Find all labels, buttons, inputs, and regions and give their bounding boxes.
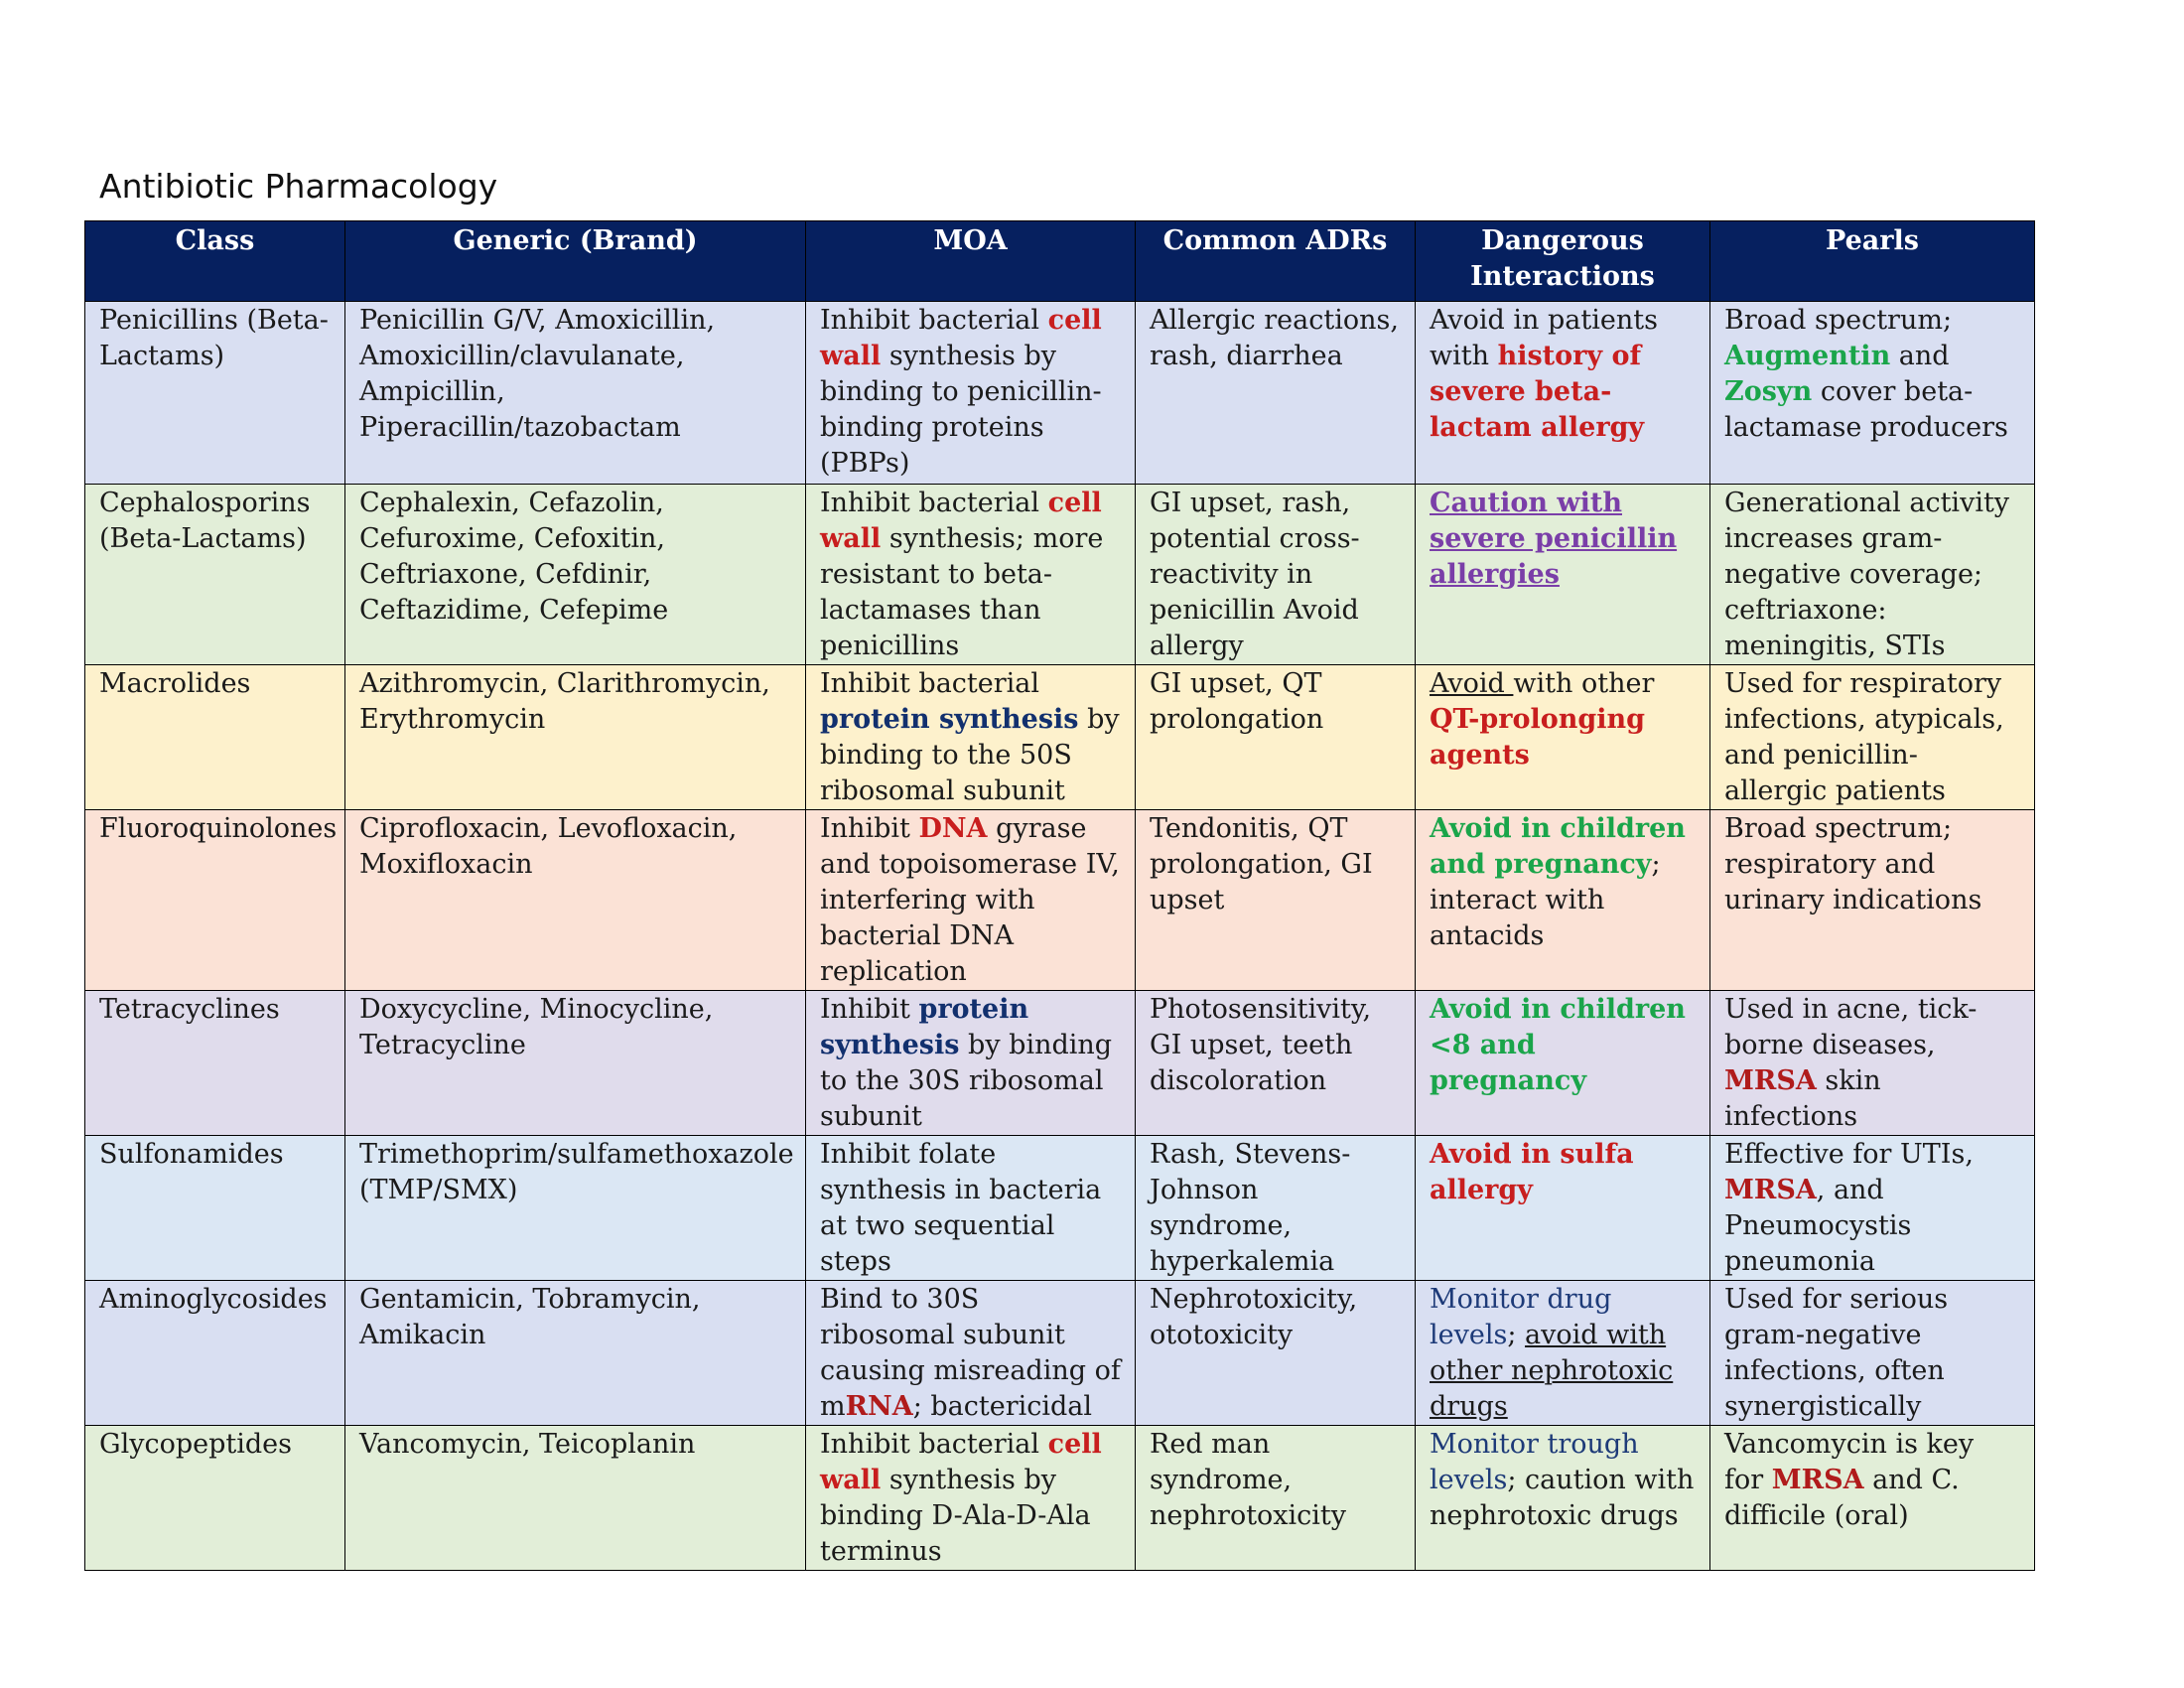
cell-moa: Inhibit bacterial cell wall synthesis by binding to penicillin-binding proteins (PBPs) bbox=[806, 302, 1136, 485]
col-header-interactions: Dangerous Interactions bbox=[1416, 221, 1710, 302]
cell-moa: Inhibit bacterial cell wall synthesis by binding D-Ala-D-Ala terminus bbox=[806, 1426, 1136, 1571]
cell-generic: Trimethoprim/sulfamethoxazole (TMP/SMX) bbox=[345, 1136, 806, 1281]
cell-adrs: Photosensitivity, GI upset, teeth discoloration bbox=[1136, 991, 1416, 1136]
table-row bbox=[85, 1281, 2035, 1426]
cell-pearls: Vancomycin is key for MRSA and C. difficile (oral) bbox=[1710, 1426, 2035, 1571]
cell-pearls: Broad spectrum; respiratory and urinary indications bbox=[1710, 810, 2035, 991]
cell-moa: Inhibit bacterial cell wall synthesis; more resistant to beta-lactamases than penicillins bbox=[806, 485, 1136, 665]
cell-class: Cephalosporins (Beta-Lactams) bbox=[85, 485, 345, 665]
cell-generic: Ciprofloxacin, Levofloxacin, Moxifloxacin bbox=[345, 810, 806, 991]
table-row bbox=[85, 1426, 2035, 1571]
cell-moa: Inhibit folate synthesis in bacteria at two sequential steps bbox=[806, 1136, 1136, 1281]
cell-interactions: Avoid in children <8 and pregnancy bbox=[1416, 991, 1710, 1136]
table-row bbox=[85, 302, 2035, 485]
cell-generic: Doxycycline, Minocycline, Tetracycline bbox=[345, 991, 806, 1136]
cell-pearls: Used for respiratory infections, atypicals, and penicillin-allergic patients bbox=[1710, 665, 2035, 810]
cell-interactions: Caution with severe penicillin allergies bbox=[1416, 485, 1710, 665]
page-title: Antibiotic Pharmacology bbox=[99, 167, 498, 206]
cell-class: Macrolides bbox=[85, 665, 345, 810]
col-header-class: Class bbox=[85, 221, 345, 302]
cell-moa: Inhibit bacterial protein synthesis by binding to the 50S ribosomal subunit bbox=[806, 665, 1136, 810]
cell-adrs: Tendonitis, QT prolongation, GI upset bbox=[1136, 810, 1416, 991]
cell-adrs: Rash, Stevens-Johnson syndrome, hyperkalemia bbox=[1136, 1136, 1416, 1281]
cell-class: Fluoroquinolones bbox=[85, 810, 345, 991]
cell-class: Aminoglycosides bbox=[85, 1281, 345, 1426]
cell-class: Tetracyclines bbox=[85, 991, 345, 1136]
cell-moa: Inhibit DNA gyrase and topoisomerase IV, interfering with bacterial DNA replication bbox=[806, 810, 1136, 991]
cell-adrs: Nephrotoxicity, ototoxicity bbox=[1136, 1281, 1416, 1426]
cell-adrs: GI upset, rash, potential cross-reactivity in penicillin Avoid allergy bbox=[1136, 485, 1416, 665]
cell-interactions: Monitor drug levels; avoid with other nephrotoxic drugs bbox=[1416, 1281, 1710, 1426]
cell-adrs: Red man syndrome, nephrotoxicity bbox=[1136, 1426, 1416, 1571]
cell-moa: Bind to 30S ribosomal subunit causing misreading of mRNA; bactericidal bbox=[806, 1281, 1136, 1426]
col-header-generic: Generic (Brand) bbox=[345, 221, 806, 302]
table-row bbox=[85, 810, 2035, 991]
cell-generic: Cephalexin, Cefazolin, Cefuroxime, Cefoxitin, Ceftriaxone, Cefdinir, Ceftazidime, Cefepime bbox=[345, 485, 806, 665]
cell-interactions: Avoid with other QT-prolonging agents bbox=[1416, 665, 1710, 810]
table-row bbox=[85, 665, 2035, 810]
cell-generic: Vancomycin, Teicoplanin bbox=[345, 1426, 806, 1571]
cell-adrs: GI upset, QT prolongation bbox=[1136, 665, 1416, 810]
cell-generic: Gentamicin, Tobramycin, Amikacin bbox=[345, 1281, 806, 1426]
cell-interactions: Monitor trough levels; caution with nephrotoxic drugs bbox=[1416, 1426, 1710, 1571]
col-header-pearls: Pearls bbox=[1710, 221, 2035, 302]
header-row bbox=[85, 221, 2035, 302]
cell-pearls: Used for serious gram-negative infections, often synergistically bbox=[1710, 1281, 2035, 1426]
cell-interactions: Avoid in patients with history of severe beta-lactam allergy bbox=[1416, 302, 1710, 485]
antibiotic-table bbox=[84, 220, 2035, 1571]
table-row bbox=[85, 1136, 2035, 1281]
cell-adrs: Allergic reactions, rash, diarrhea bbox=[1136, 302, 1416, 485]
cell-pearls: Generational activity increases gram-negative coverage; ceftriaxone: meningitis, STIs bbox=[1710, 485, 2035, 665]
col-header-moa: MOA bbox=[806, 221, 1136, 302]
cell-moa: Inhibit protein synthesis by binding to the 30S ribosomal subunit bbox=[806, 991, 1136, 1136]
cell-class: Sulfonamides bbox=[85, 1136, 345, 1281]
table-row bbox=[85, 485, 2035, 665]
cell-pearls: Broad spectrum; Augmentin and Zosyn cover beta-lactamase producers bbox=[1710, 302, 2035, 485]
table-row bbox=[85, 991, 2035, 1136]
cell-pearls: Effective for UTIs, MRSA, and Pneumocystis pneumonia bbox=[1710, 1136, 2035, 1281]
cell-interactions: Avoid in children and pregnancy; interact with antacids bbox=[1416, 810, 1710, 991]
cell-interactions: Avoid in sulfa allergy bbox=[1416, 1136, 1710, 1281]
col-header-adrs: Common ADRs bbox=[1136, 221, 1416, 302]
cell-generic: Penicillin G/V, Amoxicillin, Amoxicillin/clavulanate, Ampicillin, Piperacillin/tazobactam bbox=[345, 302, 806, 485]
cell-class: Glycopeptides bbox=[85, 1426, 345, 1571]
cell-class: Penicillins (Beta-Lactams) bbox=[85, 302, 345, 485]
cell-generic: Azithromycin, Clarithromycin, Erythromycin bbox=[345, 665, 806, 810]
cell-pearls: Used in acne, tick-borne diseases, MRSA skin infections bbox=[1710, 991, 2035, 1136]
